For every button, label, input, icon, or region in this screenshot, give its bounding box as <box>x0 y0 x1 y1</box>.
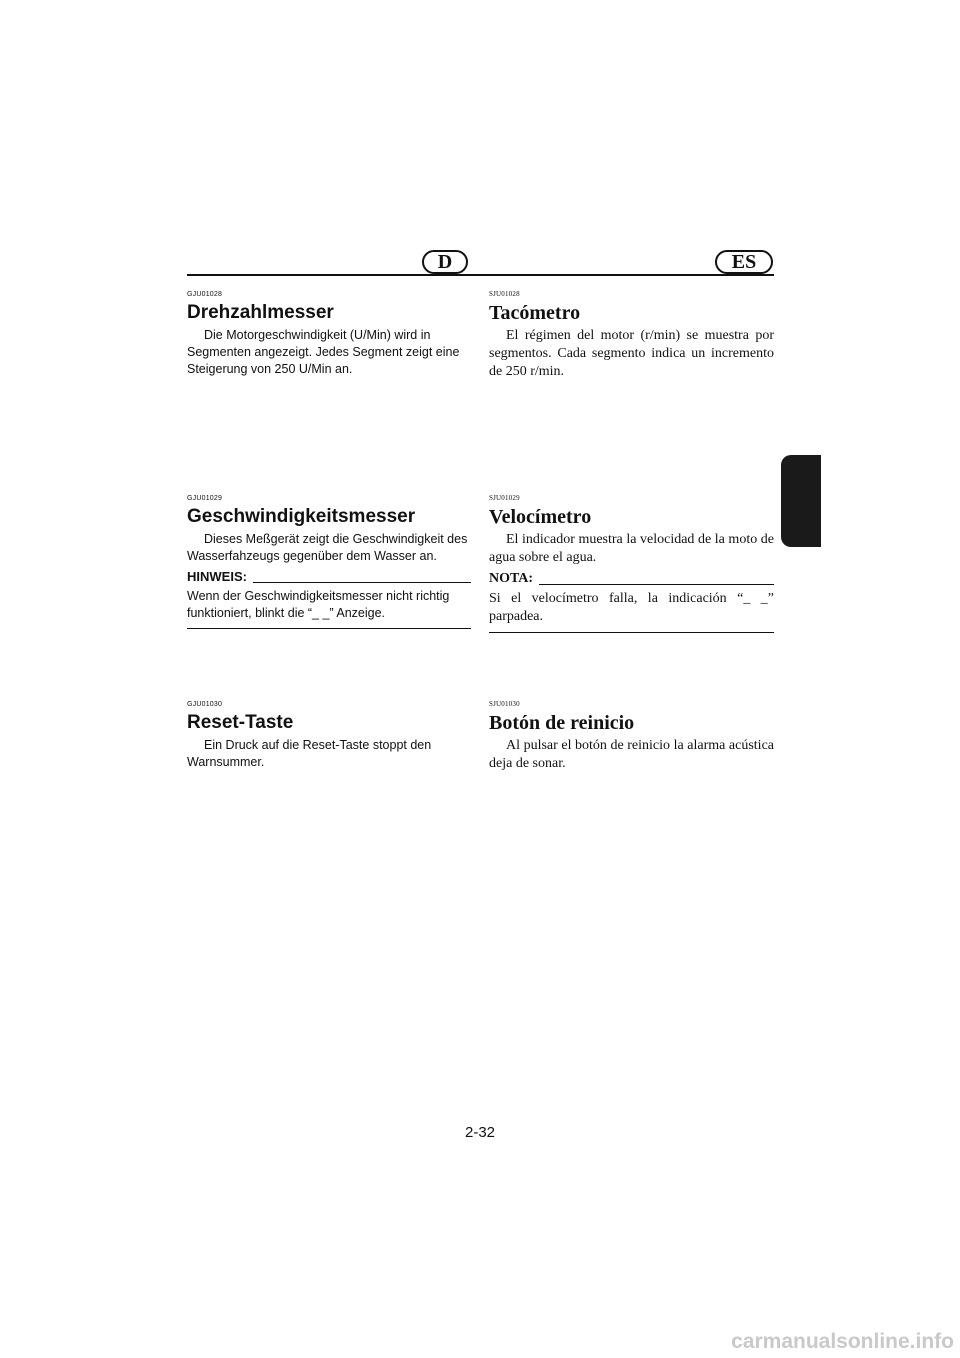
section-code: SJU01029 <box>489 494 520 502</box>
section-code: SJU01028 <box>489 290 520 298</box>
page-number: 2-32 <box>464 1124 496 1141</box>
de-reset-section <box>187 700 471 771</box>
note-end-rule <box>489 632 774 633</box>
section-heading: Reset-Taste <box>187 712 294 733</box>
note-rule <box>539 584 774 585</box>
note-text: Wenn der Geschwindigkeitsmesser nicht richtig funktioniert, blinkt die “_ _” Anzeige. <box>187 589 450 620</box>
section-code: GJU01030 <box>187 701 223 708</box>
note-label: HINWEIS: <box>187 569 247 584</box>
chapter-tab-marker <box>781 455 821 547</box>
note-header <box>187 569 471 585</box>
section-heading: Tacómetro <box>489 302 581 324</box>
language-badge-spanish: ES <box>715 250 773 274</box>
section-heading: Geschwindigkeitsmesser <box>187 506 416 527</box>
note-rule <box>253 582 471 583</box>
section-body: Al pulsar el botón de reinicio la alarma acústica deja de sonar. <box>489 738 774 771</box>
de-tachometer-section <box>187 290 471 378</box>
note-text: Si el velocímetro falla, la indicación “_ _” parpadea. <box>489 591 774 624</box>
es-reset-section <box>489 700 774 773</box>
es-speedometer-section <box>489 494 774 633</box>
section-heading: Drehzahlmesser <box>187 302 334 323</box>
header-rule <box>187 274 774 276</box>
note-end-rule <box>187 628 471 629</box>
section-code: GJU01028 <box>187 291 223 298</box>
note-label: NOTA: <box>489 571 534 586</box>
language-badge-german: D <box>422 250 468 274</box>
note-header <box>489 571 774 587</box>
watermark: carmanualsonline.info <box>731 1330 954 1353</box>
section-code: GJU01029 <box>187 495 223 502</box>
section-code: SJU01030 <box>489 700 520 708</box>
section-heading: Velocímetro <box>489 506 592 528</box>
section-body: El indicador muestra la velocidad de la moto de agua sobre el agua. <box>489 532 774 565</box>
de-speedometer-section <box>187 494 471 629</box>
section-body: Die Motorgeschwindigkeit (U/Min) wird in Segmenten angezeigt. Jedes Segment zeigt eine Steigerung von 250 U/Min an. <box>187 328 460 376</box>
section-body: Ein Druck auf die Reset-Taste stoppt den Warnsummer. <box>187 738 432 769</box>
section-body: El régimen del motor (r/min) se muestra por segmentos. Cada segmento indica un incremento de 250 r/min. <box>489 328 774 379</box>
es-tachometer-section <box>489 290 774 381</box>
section-heading: Botón de reinicio <box>489 712 635 734</box>
section-body: Dieses Meßgerät zeigt die Geschwindigkeit des Wasserfahzeugs gegenüber dem Wasser an. <box>187 532 468 563</box>
